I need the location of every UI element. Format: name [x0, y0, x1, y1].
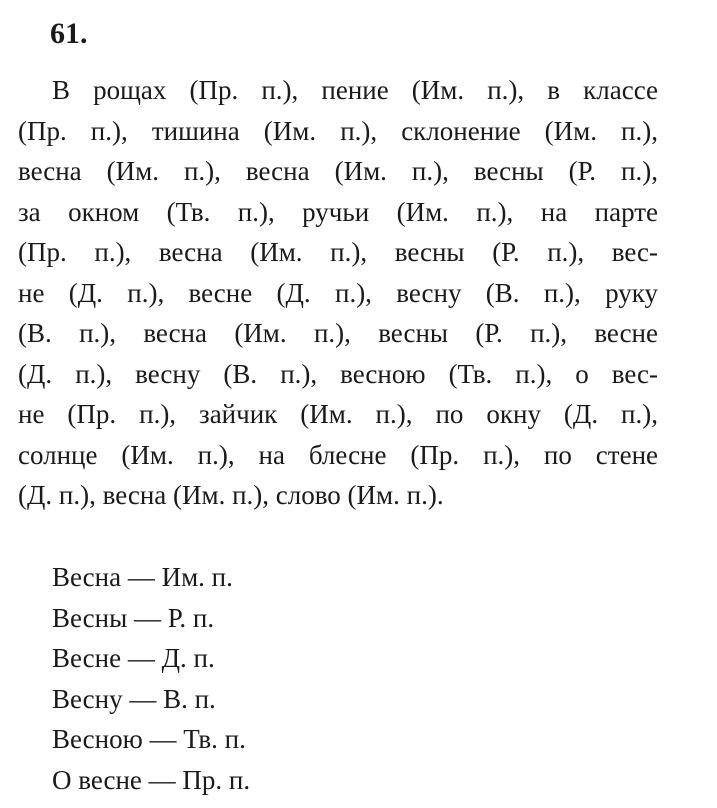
paragraph-line: за окном (Тв. п.), ручьи (Им. п.), на парте — [18, 196, 658, 227]
paragraph-line: В рощах (Пр. п.), пение (Им. п.), в классе — [52, 75, 658, 105]
summary-item: Весною — Тв. п. — [52, 724, 246, 754]
paragraph-line: (Пр. п.), весна (Им. п.), весны (Р. п.), вес- — [18, 237, 658, 267]
paragraph-line: не (Пр. п.), зайчик (Им. п.), по окну (Д. п.), — [18, 399, 658, 429]
exercise-number: 61. — [50, 17, 88, 50]
paragraph-line: (Д. п.), весна (Им. п.), слово (Им. п.). — [18, 480, 444, 510]
paragraph-line: не (Д. п.), весне (Д. п.), весну (В. п.), руку — [18, 277, 658, 308]
paragraph-line: солнце (Им. п.), на блесне (Пр. п.), по стене — [18, 439, 658, 470]
summary-item: О весне — Пр. п. — [52, 764, 251, 795]
paragraph-line: (Д. п.), весну (В. п.), весною (Тв. п.), о вес- — [18, 358, 658, 389]
declension-summary-list — [52, 557, 250, 800]
paragraph-line: весна (Им. п.), весна (Им. п.), весны (Р. п.), — [18, 156, 658, 186]
answer-paragraph — [18, 70, 658, 516]
summary-item: Весну — В. п. — [52, 683, 216, 714]
paragraph-line: (В. п.), весна (Им. п.), весны (Р. п.), весне — [18, 318, 658, 348]
summary-item: Весна — Им. п. — [52, 562, 233, 592]
summary-item: Весны — Р. п. — [52, 602, 215, 633]
summary-item: Весне — Д. п. — [52, 643, 215, 673]
paragraph-line: (Пр. п.), тишина (Им. п.), склонение (Им. п.), — [18, 115, 658, 146]
